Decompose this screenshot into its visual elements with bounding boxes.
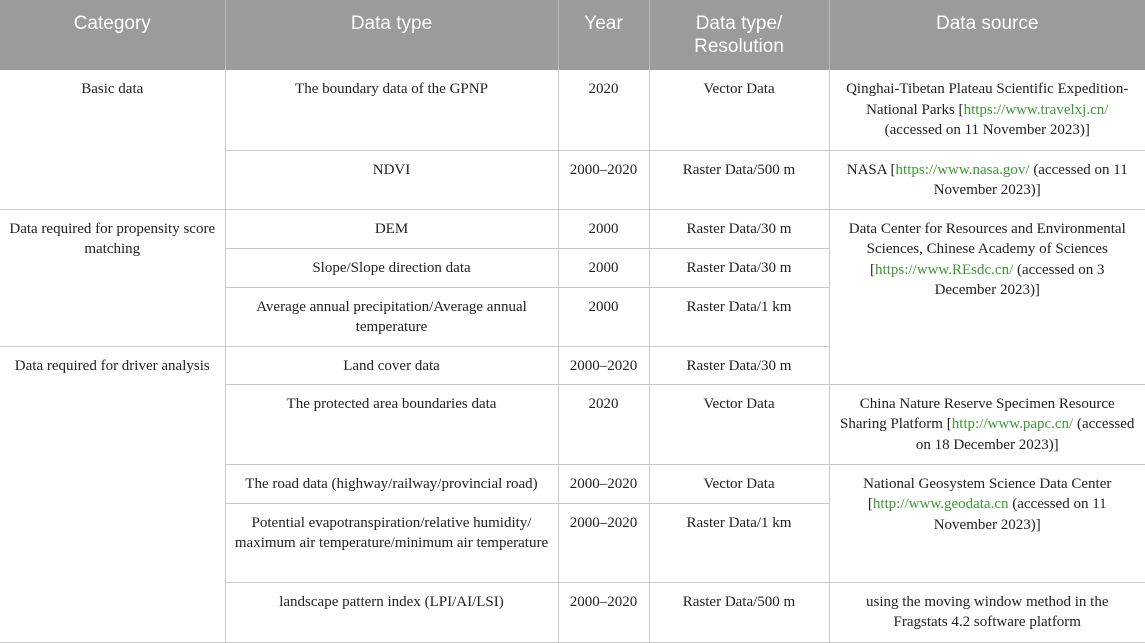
- source-text: China Nature Reserve Specimen Resource Sharing Platform [: [840, 395, 1115, 432]
- data-type-cell: NDVI: [225, 150, 558, 209]
- header-data-source: Data source: [829, 0, 1145, 70]
- source-cell: [829, 464, 1145, 582]
- source-link[interactable]: http://www.geodata.cn: [872, 496, 1009, 512]
- year-cell: 2000–2020: [558, 150, 649, 209]
- source-text: (accessed on 11 November 2023)]: [933, 161, 1128, 198]
- resolution-cell: Vector Data: [649, 70, 829, 150]
- data-type-cell: Land cover data: [225, 346, 558, 384]
- source-cell: [829, 150, 1145, 209]
- table-row: [0, 209, 1145, 248]
- resolution-cell: Raster Data/30 m: [649, 346, 829, 384]
- resolution-cell: Raster Data/500 m: [649, 150, 829, 209]
- source-cell: [829, 384, 1145, 464]
- source-cell: [829, 209, 1145, 384]
- year-cell: 2000–2020: [558, 464, 649, 503]
- data-type-cell: landscape pattern index (LPI/AI/LSI): [225, 582, 558, 642]
- source-cell: using the moving window method in the Fragstats 4.2 software platform: [829, 582, 1145, 642]
- table-row: [0, 70, 1145, 150]
- year-cell: 2000–2020: [558, 503, 649, 582]
- resolution-cell: Vector Data: [649, 464, 829, 503]
- source-text: (accessed on 11 November 2023)]: [884, 122, 1090, 138]
- year-cell: 2000: [558, 209, 649, 248]
- source-text: (accessed on 11 November 2023)]: [933, 496, 1107, 533]
- year-cell: 2020: [558, 384, 649, 464]
- resolution-cell: Raster Data/500 m: [649, 582, 829, 642]
- table-header-row: [0, 0, 1145, 70]
- header-data-type: Data type: [225, 0, 558, 70]
- data-type-cell: Slope/Slope direction data: [225, 248, 558, 287]
- resolution-cell: Raster Data/1 km: [649, 503, 829, 582]
- resolution-cell: Raster Data/1 km: [649, 287, 829, 346]
- resolution-cell: Raster Data/30 m: [649, 209, 829, 248]
- year-cell: 2000–2020: [558, 346, 649, 384]
- category-cell: Data required for driver analysis: [0, 346, 225, 642]
- source-text: NASA [: [846, 161, 896, 178]
- header-resolution: Data type/ Resolution: [649, 0, 829, 70]
- category-cell: Basic data: [0, 70, 225, 209]
- header-year: Year: [558, 0, 649, 70]
- data-type-cell: DEM: [225, 209, 558, 248]
- year-cell: 2000: [558, 248, 649, 287]
- source-cell: [829, 70, 1145, 150]
- data-type-cell: The road data (highway/railway/provincial road): [225, 464, 558, 503]
- source-link[interactable]: https://www.REsdc.cn/: [875, 261, 1014, 278]
- year-cell: 2000–2020: [558, 582, 649, 642]
- year-cell: 2000: [558, 287, 649, 346]
- source-link[interactable]: http://www.papc.cn/: [951, 416, 1074, 432]
- resolution-cell: Raster Data/30 m: [649, 248, 829, 287]
- resolution-cell: Vector Data: [649, 384, 829, 464]
- data-type-cell: The protected area boundaries data: [225, 384, 558, 464]
- category-cell: Data required for propensity score matching: [0, 209, 225, 346]
- year-cell: 2020: [558, 70, 649, 150]
- source-text: (accessed on 18 December 2023)]: [915, 416, 1135, 453]
- source-text: (accessed on 3 December 2023)]: [934, 261, 1105, 298]
- data-type-cell: Average annual precipitation/Average annual temperature: [225, 287, 558, 346]
- data-type-cell: Potential evapotranspiration/relative humidity/ maximum air temperature/minimum air temperature: [225, 503, 558, 582]
- source-text: Qinghai-Tibetan Plateau Scientific Expedition-National Parks [: [846, 81, 1129, 118]
- data-type-cell: The boundary data of the GPNP: [225, 70, 558, 150]
- header-category: Category: [0, 0, 225, 70]
- source-link[interactable]: https://www.travelxj.cn/: [963, 101, 1109, 118]
- source-text: Data Center for Resources and Environmental Sciences, Chinese Academy of Sciences [: [848, 220, 1126, 278]
- source-link[interactable]: https://www.nasa.gov/: [895, 161, 1030, 178]
- source-text: National Geosystem Science Data Center [: [863, 475, 1112, 512]
